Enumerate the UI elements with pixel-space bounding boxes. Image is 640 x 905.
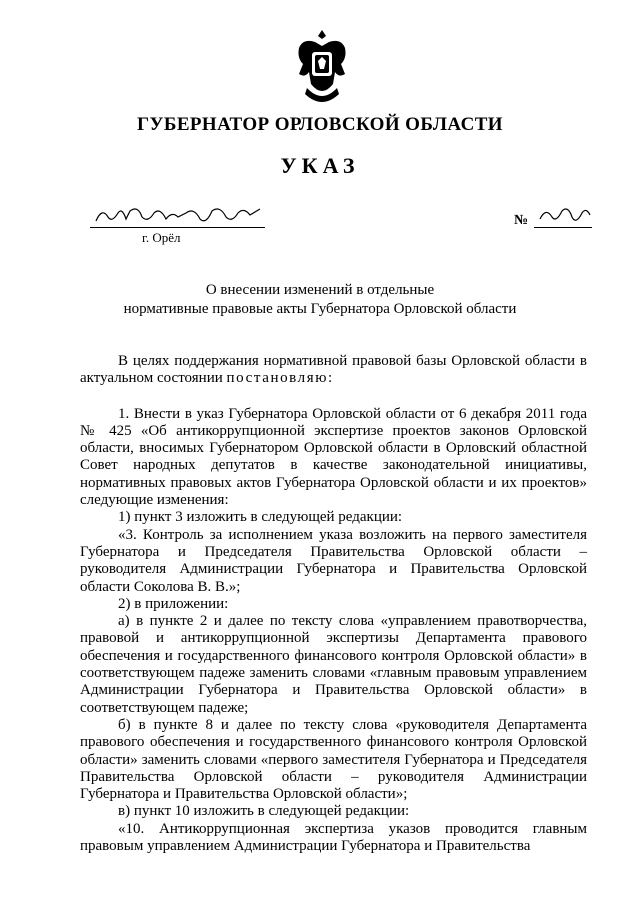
paragraph-clause-10: «10. Антикоррупционная экспертиза указов проводится главным правовым управлением Администрации Губернатора и Правительства (80, 820, 587, 855)
paragraph-item-b: б) в пункте 8 и далее по тексту слова «руководителя Департамента правового обеспечения и государственного финансового контроля Орловской области» заменить словами «первого заместителя Губернатора и Председателя Правительства Орловской области – руководителя Администрации Губернатора и Правительства Орловской области»; (80, 716, 587, 803)
paragraph-item-a: а) в пункте 2 и далее по тексту слова «управлением правотворчества, правовой и антикоррупционной экспертизы Департамента правового обеспечения и государственного финансового контроля Орловской области» в соответствующем падеже заменить словами «главным правовым управлением Администрации Губернатора и Правительства Орловской области» в соответствующем падеже; (80, 613, 587, 716)
handwritten-number (536, 203, 592, 229)
preamble-paragraph (80, 353, 587, 388)
paragraph-1: 1. Внести в указ Губернатора Орловской области от 6 декабря 2011 года № 425 «Об антикоррупционной экспертизе проектов законов Орловской области, вносимых Губернатором Орловской области в Орловский областной Совет народных депутатов в качестве законодательной инициативы, нормативных правовых актов Губернатора Орловской области и их проектов» следующие изменения: (80, 405, 587, 509)
subject-line-2: нормативные правовые акты Губернатора Орловской области (123, 301, 517, 317)
preamble-keyword: постановляю: (226, 370, 334, 387)
paragraph-1-2: 2) в приложении: (118, 595, 229, 612)
paragraph-clause-3: «3. Контроль за исполнением указа возложить на первого заместителя Губернатора и Председателя Правительства Орловской области – руководителя Администрации Губернатора и Правительства Орловской области Соколова В. В.»; (80, 526, 587, 595)
handwritten-date (92, 203, 264, 229)
issuing-authority: ГУБЕРНАТОР ОРЛОВСКОЙ ОБЛАСТИ (137, 114, 503, 135)
issue-city: г. Орёл (142, 230, 181, 245)
document-type: УКАЗ (280, 153, 360, 178)
document-body (80, 353, 587, 855)
coat-of-arms-emblem (293, 28, 351, 106)
subject-line-1: О внесении изменений в отдельные (205, 282, 435, 298)
number-label: № (514, 213, 529, 228)
paragraph-item-v: в) пункт 10 изложить в следующей редакции: (118, 803, 410, 820)
document-subject (80, 281, 560, 319)
preamble-text: В целях поддержания нормативной правовой базы Орловской области в актуальном состоянии (80, 353, 587, 387)
paragraph-1-1: 1) пункт 3 изложить в следующей редакции: (118, 509, 403, 526)
